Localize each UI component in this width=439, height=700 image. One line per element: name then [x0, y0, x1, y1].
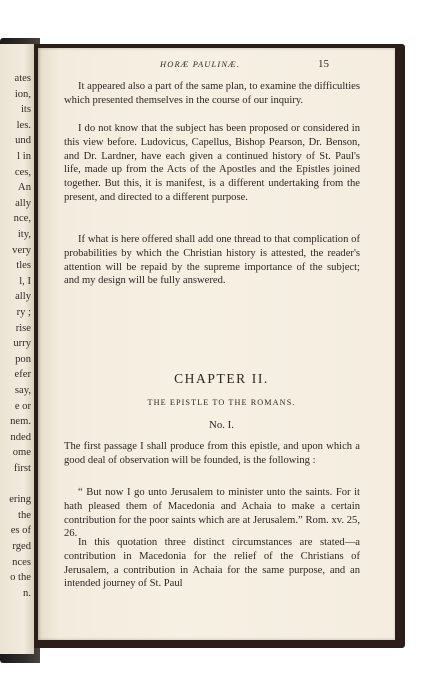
paragraph-1: It appeared also a part of the same plan, to examine the difficulties which presented themselves in the course of our inquiry. [64, 81, 360, 106]
left-page-line: e or [14, 400, 31, 412]
left-page-line: und [15, 135, 31, 147]
left-page-line: efer [14, 369, 31, 381]
left-page-line: rged [12, 541, 31, 552]
left-page-line: ome [12, 447, 31, 459]
left-page-line: ces, [14, 166, 31, 178]
section-number: No. I. [209, 419, 234, 431]
body-paragraph-1: The first passage I shall produce from this epistle, and upon which a good deal of observation will be founded, is the following : [64, 441, 360, 466]
left-page-line: l, I [19, 275, 31, 287]
left-page [0, 44, 34, 654]
left-page-line: nce, [13, 213, 31, 225]
left-page-line: n. [23, 587, 31, 599]
paragraph-2: I do not know that the subject has been proposed or considered in this view before. Ludovicus, Capellus, Bishop Pearson, Dr. Benson, and Dr. Lardner, have each given a continued history of St. Paul's life, made up from the Acts of the Apostles and the Epistles joined together. But this, it is manifest, is a different undertaking from the present, and directed to a different purpose. [64, 123, 360, 203]
left-page-line: ally [15, 291, 31, 303]
left-page-line: ity, [17, 229, 31, 240]
left-page-line: very [12, 244, 31, 256]
left-page-line: les. [16, 119, 31, 131]
running-title: HORÆ PAULINÆ. [160, 60, 241, 69]
left-page-line: An [18, 182, 31, 194]
left-page-line: pon [15, 353, 31, 365]
left-page-line: o the [10, 572, 31, 584]
left-page-line: ering [9, 494, 31, 506]
left-page-line: tles [16, 260, 31, 272]
left-page-line: its [20, 104, 31, 116]
body-quotation: “ But now I go unto Jerusalem to minister unto the saints. For it hath pleased them of Macedonia and Achaia to make a certain contribution for the poor saints which are at Jerusalem.” Rom. xv. 25, 26. [64, 487, 360, 540]
left-page-line: nem. [10, 416, 31, 428]
left-page-line: nces [12, 556, 31, 568]
left-page-line: first [13, 463, 31, 474]
left-page-line: es of [10, 525, 31, 537]
paragraph-3: If what is here offered shall add one thread to that complication of probabilities by which the Christian history is attested, the reader's attention will be repaid by the supreme importance of the subject; and my design will be fully answered. [64, 234, 360, 287]
left-page-line: ry ; [16, 307, 31, 318]
left-page-line: ally [15, 197, 31, 209]
left-page-line: l in [17, 151, 31, 162]
left-page-line: the [18, 509, 31, 521]
chapter-title: CHAPTER II. [174, 371, 269, 386]
left-page-line: ates [14, 73, 31, 84]
left-page-line: ion, [14, 88, 31, 100]
page-number: 15 [318, 58, 329, 70]
left-page-line: rise [15, 322, 31, 334]
body-paragraph-2: In this quotation three distinct circumstances are stated—a contribution in Macedonia for the relief of the Christians of Jerusalem, a contribution in Achaia for the same purpose, and an intended journey of St. Paul [64, 537, 360, 590]
left-page-line: say, [14, 385, 31, 396]
left-page-line: nded [10, 431, 31, 443]
left-page-line: urry [13, 338, 31, 350]
chapter-subtitle: THE EPISTLE TO THE ROMANS. [147, 398, 296, 407]
